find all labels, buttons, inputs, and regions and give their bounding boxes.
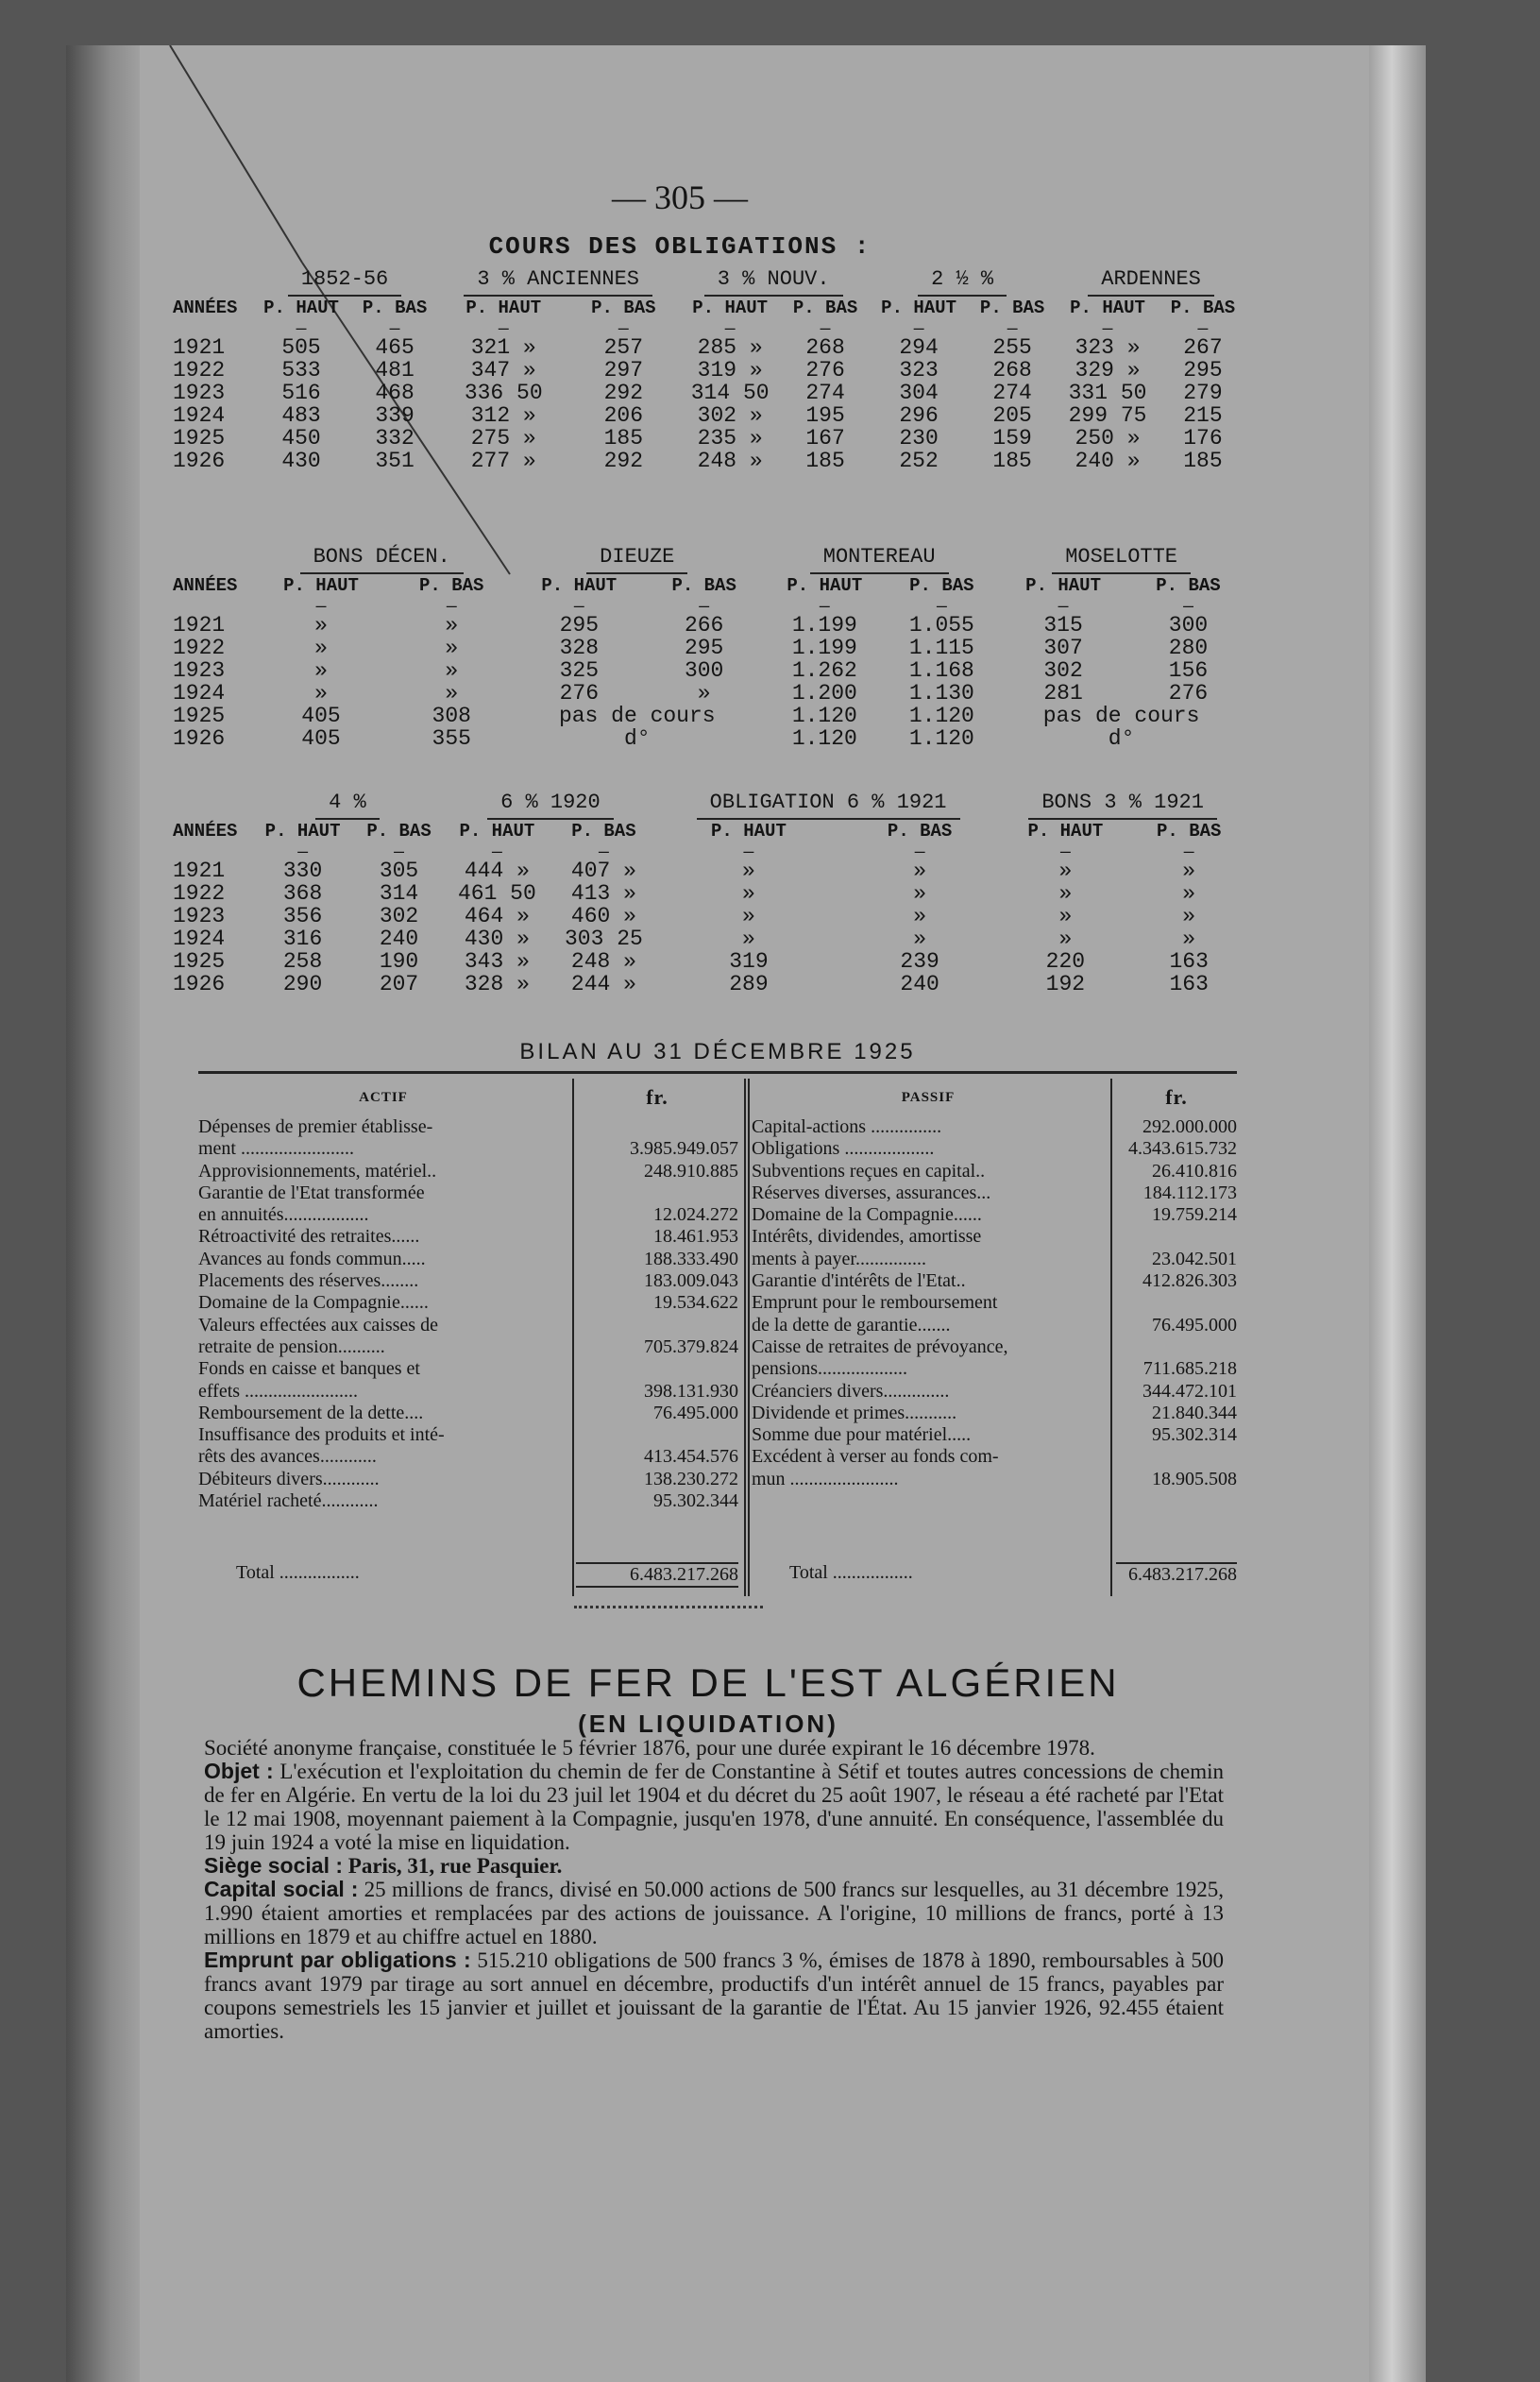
column-header: P. BAS	[1156, 575, 1221, 596]
table-row: 1922 533 481 347 » 297 319 » 276 323 268 329 » 295	[173, 358, 1223, 383]
group-label: BONS 3 % 1921	[999, 791, 1246, 820]
intro-paragraph: Société anonyme française, constituée le 5 février 1876, pour une durée expirant le 16 décembre 1978.	[204, 1736, 1095, 1760]
actif-line: retraite de pension..........	[198, 1336, 385, 1357]
column-header: P. HAUT	[465, 298, 542, 318]
actif-line: Matériel racheté............	[198, 1490, 379, 1512]
actif-value	[576, 1182, 738, 1204]
column-header: P. BAS	[1156, 821, 1222, 842]
column-header: P. BAS	[887, 821, 953, 842]
column-header: P. HAUT	[541, 575, 618, 596]
column-header: P. BAS	[366, 821, 432, 842]
actif-value: 138.230.272	[644, 1468, 738, 1489]
dash-row: — — — — — — — —	[297, 843, 1194, 862]
column-header: P. HAUT	[881, 298, 956, 318]
table-row: 1926 290 207 328 » 244 » 289 240 192 163	[173, 972, 1209, 996]
passif-line: Créanciers divers..............	[752, 1380, 950, 1402]
table-obligations-2	[170, 546, 1246, 750]
column-header: P. HAUT	[1070, 298, 1145, 318]
passif-value: 18.905.508	[1152, 1468, 1237, 1489]
emprunt-paragraph: Emprunt par obligations : 515.210 obligations de 500 francs 3 %, émises de 1878 à 1890, remboursables à 500 francs avant 1979 par tirage au sort annuel en décembre, productifs d'un intérêt annuel de 15 francs, payables par coupons semestriels les 15 janvier et juillet et jouissant de la garantie de l'État. Au 15 janvier 1926, 92.455 étaient amorties.	[204, 1948, 1224, 2043]
total-label-passif: Total .................	[789, 1562, 913, 1583]
company-subtitle: (EN LIQUIDATION)	[578, 1710, 838, 1738]
actif-values-column	[576, 1079, 738, 1512]
group-label: 2 ½ %	[869, 268, 1056, 297]
passif-value	[1116, 1292, 1237, 1314]
group-label: ARDENNES	[1056, 268, 1246, 297]
column-header: P. BAS	[671, 575, 736, 596]
passif-line: Capital-actions ...............	[752, 1116, 942, 1137]
column-header: ANNÉES	[173, 575, 238, 596]
total-passif: 6.483.217.268	[1116, 1562, 1237, 1586]
actif-value: 12.024.272	[653, 1204, 738, 1226]
passif-value: 76.495.000	[1152, 1314, 1237, 1336]
table-row: 1925 450 332 275 » 185 235 » 167 230 159 250 » 176	[173, 426, 1223, 451]
passif-line: Garantie d'intérêts de l'Etat..	[752, 1270, 966, 1292]
passif-line: Obligations ...................	[752, 1138, 935, 1160]
table-row: 1926 430 351 277 » 292 248 » 185 252 185 240 » 185	[173, 449, 1223, 473]
passif-values-column	[1116, 1079, 1237, 1490]
actif-line: Dépenses de premier établisse-	[198, 1116, 433, 1137]
passif-line: Emprunt pour le remboursement	[752, 1292, 998, 1314]
actif-value	[576, 1116, 738, 1138]
objet-paragraph: Objet : L'exécution et l'exploitation du chemin de fer de Constantine à Sétif et toutes autres concessions de chemin de fer en Algérie. En vertu de la loi du 23 juil let 1904 et du décret du 25 août 1907, le réseau a été racheté par l'Etat le 12 mai 1908, moyennant paiement à la Compagnie, jusqu'en 1978, d'une annuité. En conséquence, l'assemblée du 19 juin 1924 a voté la mise en liquidation.	[204, 1759, 1224, 1854]
group-label: 3 % NOUV.	[678, 268, 869, 297]
passif-line: Excédent à verser au fonds com-	[752, 1446, 999, 1468]
column-header: P. BAS	[792, 298, 858, 318]
passif-line: Caisse de retraites de prévoyance,	[752, 1336, 1008, 1357]
actif-line: Garantie de l'Etat transformée	[198, 1182, 425, 1203]
actif-column	[198, 1079, 568, 1512]
actif-line: Remboursement de la dette....	[198, 1402, 424, 1423]
passif-value: 21.840.344	[1152, 1402, 1237, 1423]
passif-line: Réserves diverses, assurances...	[752, 1182, 991, 1203]
passif-column	[752, 1079, 1105, 1490]
passif-value: 711.685.218	[1142, 1358, 1237, 1380]
actif-value	[576, 1358, 738, 1380]
table-obligations-3	[170, 791, 1246, 995]
table-obligations-1	[170, 268, 1246, 472]
passif-value: 292.000.000	[1142, 1116, 1237, 1137]
actif-value	[576, 1424, 738, 1446]
actif-value: 183.009.043	[644, 1270, 738, 1292]
group-label: MOSELOTTE	[996, 546, 1246, 574]
actif-line: Valeurs effectées aux caisses de	[198, 1314, 438, 1336]
actif-value: 248.910.885	[644, 1160, 738, 1182]
actif-line: effets ........................	[198, 1380, 359, 1402]
table-group-row	[170, 546, 1246, 574]
group-label: 6 % 1920	[444, 791, 657, 820]
book-page	[66, 45, 1426, 2382]
passif-value: 4.343.615.732	[1128, 1138, 1237, 1160]
dash-row: — — — — — — — — — —	[296, 320, 1209, 339]
passif-line: ments à payer...............	[752, 1248, 926, 1269]
bilan-table	[198, 1079, 1237, 1592]
passif-line: mun .......................	[752, 1468, 899, 1489]
actif-line: Débiteurs divers............	[198, 1468, 380, 1489]
passif-line: de la dette de garantie.......	[752, 1314, 951, 1336]
tables-title: COURS DES OBLIGATIONS :	[488, 232, 872, 261]
column-header: P. BAS	[362, 298, 428, 318]
table-header-row	[170, 297, 1246, 323]
column-header: P. HAUT	[459, 821, 535, 842]
actif-line: rêts des avances............	[198, 1446, 377, 1468]
group-label: 3 % ANCIENNES	[438, 268, 678, 297]
actif-line: Fonds en caisse et banques et	[198, 1358, 420, 1380]
column-header: P. BAS	[1170, 298, 1236, 318]
actif-value: 413.454.576	[644, 1446, 738, 1468]
passif-line: Somme due pour matériel.....	[752, 1424, 972, 1446]
column-divider	[1110, 1079, 1112, 1596]
total-actif: 6.483.217.268	[576, 1562, 738, 1588]
column-divider	[748, 1079, 750, 1596]
actif-header: ACTIF	[359, 1090, 408, 1105]
group-label: MONTEREAU	[762, 546, 996, 574]
page-edge	[1369, 45, 1426, 2382]
passif-header: PASSIF	[901, 1090, 956, 1105]
actif-line: Domaine de la Compagnie......	[198, 1292, 429, 1314]
column-header: P. HAUT	[787, 575, 863, 596]
column-divider	[744, 1079, 746, 1596]
table-row: 1922 368 314 461 50 413 » » » » »	[173, 881, 1196, 906]
bilan-title: BILAN AU 31 DÉCEMBRE 1925	[519, 1039, 916, 1064]
actif-line: en annuités..................	[198, 1204, 369, 1226]
table-row: 1923 516 468 336 50 292 314 50 274 304 274 331 50 279	[173, 381, 1223, 405]
actif-value: 398.131.930	[644, 1380, 738, 1402]
table-row: 1921 505 465 321 » 257 285 » 268 294 255 323 » 267	[173, 335, 1223, 360]
table-row: 1924 483 339 312 » 206 302 » 195 296 205 299 75 215	[173, 403, 1223, 428]
actif-value: 188.333.490	[644, 1248, 738, 1269]
passif-value: 19.759.214	[1152, 1204, 1237, 1226]
table-header-row	[170, 574, 1246, 601]
column-header: P. BAS	[979, 298, 1045, 318]
passif-value: 184.112.173	[1142, 1182, 1237, 1203]
dash-row: — — — — — — — —	[315, 598, 1193, 617]
column-divider	[572, 1079, 574, 1596]
group-label: DIEUZE	[512, 546, 762, 574]
actif-value: 18.461.953	[653, 1226, 738, 1248]
table-header-row	[170, 820, 1246, 846]
column-header: P. HAUT	[692, 298, 769, 318]
fr-header: fr.	[1165, 1085, 1188, 1109]
table-row: 1924 » » 276 » 1.200 1.130 281 276	[173, 681, 1209, 706]
passif-line: pensions...................	[752, 1358, 907, 1380]
passif-value	[1116, 1226, 1237, 1248]
column-header: ANNÉES	[173, 821, 238, 842]
actif-value: 76.495.000	[653, 1402, 738, 1423]
passif-value: 95.302.314	[1152, 1424, 1237, 1446]
bilan-rule	[198, 1071, 1237, 1074]
passif-value: 344.472.101	[1142, 1380, 1237, 1402]
total-label-actif: Total .................	[236, 1562, 360, 1583]
separator-ornament	[574, 1606, 763, 1608]
column-header: P. BAS	[419, 575, 484, 596]
actif-value	[576, 1315, 738, 1336]
actif-line: ment ........................	[198, 1138, 354, 1160]
column-header: ANNÉES	[173, 298, 238, 318]
passif-value	[1116, 1446, 1237, 1468]
column-header: P. BAS	[909, 575, 974, 596]
passif-value: 23.042.501	[1152, 1248, 1237, 1269]
passif-line: Dividende et primes...........	[752, 1402, 957, 1423]
column-header: P. HAUT	[711, 821, 787, 842]
passif-value: 26.410.816	[1152, 1160, 1237, 1182]
table-row: 1925 258 190 343 » 248 » 319 239 220 163	[173, 949, 1209, 974]
group-label: OBLIGATION 6 % 1921	[657, 791, 999, 820]
capital-paragraph: Capital social : 25 millions de francs, divisé en 50.000 actions de 500 francs sur lesquelles, au 31 décembre 1925, 1.990 étaient amorties et remplacées par des actions de jouissance. A l'origine, 10 millions de francs, porté à 13 millions en 1879 et au chiffre actuel en 1880.	[204, 1877, 1225, 1948]
company-title: CHEMINS DE FER DE L'EST ALGÉRIEN	[296, 1660, 1120, 1705]
group-label: 1852-56	[251, 268, 438, 297]
passif-value: 412.826.303	[1142, 1270, 1237, 1292]
table-group-row	[170, 268, 1246, 297]
passif-value	[1116, 1336, 1237, 1358]
actif-line: Rétroactivité des retraites......	[198, 1226, 420, 1248]
actif-line: Avances au fonds commun.....	[198, 1248, 426, 1269]
siege-paragraph: Siège social : Paris, 31, rue Pasquier.	[204, 1853, 563, 1878]
table-row: 1922 » » 328 295 1.199 1.115 307 280	[173, 636, 1209, 660]
column-header: P. HAUT	[1025, 575, 1101, 596]
table-row: 1925 405 308 pas de cours 1.120 1.120 pas de cours	[173, 704, 1200, 728]
actif-value: 705.379.824	[644, 1336, 738, 1357]
column-header: P. BAS	[591, 298, 656, 318]
actif-line: Insuffisance des produits et inté-	[198, 1424, 445, 1446]
actif-line: Placements des réserves........	[198, 1270, 419, 1292]
page-number: — 305 —	[612, 179, 748, 216]
passif-line: Intérêts, dividendes, amortisse	[752, 1226, 982, 1248]
passif-line: Subventions reçues en capital..	[752, 1160, 986, 1182]
column-header: P. BAS	[571, 821, 636, 842]
group-label: BONS DÉCEN.	[251, 546, 512, 574]
table-row: 1921 » » 295 266 1.199 1.055 315 300	[173, 613, 1209, 638]
table-row: 1923 356 302 464 » 460 » » » » »	[173, 904, 1196, 928]
column-header: P. HAUT	[263, 298, 339, 318]
column-header: P. HAUT	[283, 575, 359, 596]
column-header: P. HAUT	[264, 821, 341, 842]
actif-value: 19.534.622	[653, 1292, 738, 1314]
group-label: 4 %	[251, 791, 444, 820]
actif-value: 3.985.949.057	[630, 1138, 738, 1160]
actif-value: 95.302.344	[653, 1490, 738, 1512]
company-description	[204, 1736, 1224, 2043]
table-row: 1921 330 305 444 » 407 » » » » »	[173, 859, 1196, 883]
passif-line: Domaine de la Compagnie......	[752, 1204, 982, 1226]
column-header: P. HAUT	[1027, 821, 1104, 842]
fr-header: fr.	[646, 1085, 668, 1109]
table-row: 1923 » » 325 300 1.262 1.168 302 156	[173, 658, 1209, 683]
table-row: 1924 316 240 430 » 303 25 » » » »	[173, 927, 1196, 951]
table-row: 1926 405 355 d° 1.120 1.120 d°	[173, 726, 1135, 751]
table-group-row	[170, 791, 1246, 820]
actif-line: Approvisionnements, matériel..	[198, 1160, 437, 1182]
page-content	[123, 45, 1237, 2382]
